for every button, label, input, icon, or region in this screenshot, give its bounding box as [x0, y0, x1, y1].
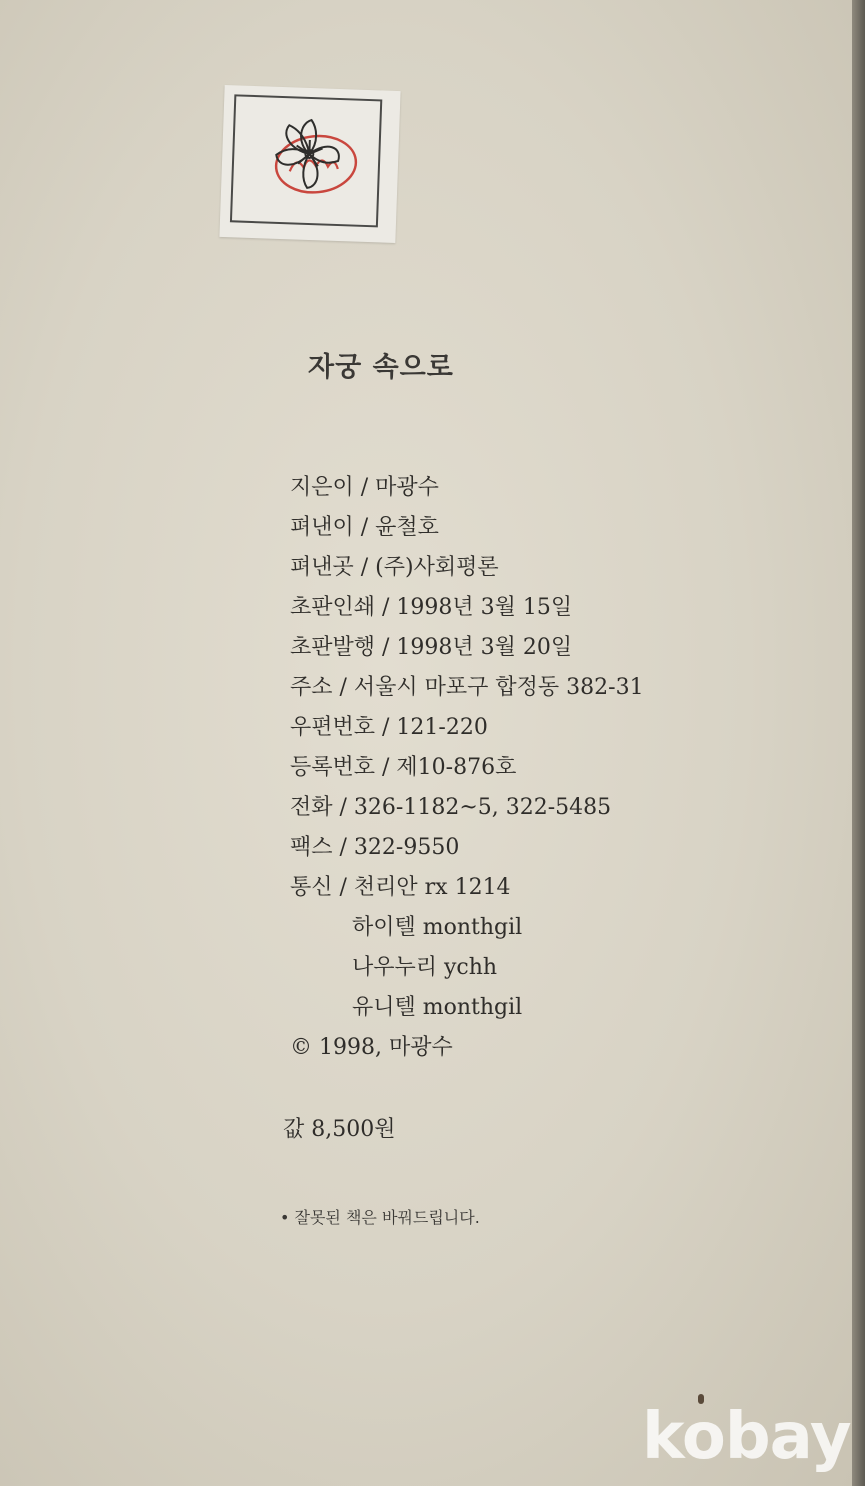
- colophon-online: 통신 / 천리안 rx 1214: [290, 875, 511, 900]
- colophon: [290, 468, 644, 1068]
- book-title: 자궁 속으로: [308, 352, 454, 383]
- colophon-online-nownuri: 나우누리 ychh: [352, 955, 498, 980]
- colophon-address: 주소 / 서울시 마포구 합정동 382-31: [290, 675, 644, 700]
- colophon-fax: 팩스 / 322-9550: [290, 835, 460, 860]
- copyright-line: © 1998, 마광수: [290, 1035, 453, 1060]
- colophon-postal-code: 우편번호 / 121-220: [290, 715, 488, 740]
- colophon-print-date: 초판인쇄 / 1998년 3월 15일: [290, 595, 573, 620]
- colophon-publisher-person: 펴낸이 / 윤철호: [290, 515, 439, 540]
- colophon-publisher: 펴낸곳 / (주)사회평론: [290, 555, 499, 580]
- colophon-author: 지은이 / 마광수: [290, 475, 439, 500]
- cherry-blossom-seal-icon: [244, 104, 376, 220]
- colophon-online-hitel: 하이텔 monthgil: [352, 915, 523, 940]
- colophon-registration: 등록번호 / 제10-876호: [290, 755, 517, 780]
- author-seal-stamp: [219, 85, 400, 243]
- colophon-online-unitel: 유니텔 monthgil: [352, 995, 523, 1020]
- price: 값 8,500원: [283, 1117, 396, 1142]
- colophon-publish-date: 초판발행 / 1998년 3월 20일: [290, 635, 573, 660]
- kobay-watermark: kobay: [642, 1400, 851, 1474]
- book-spine-edge: [852, 0, 865, 1486]
- exchange-note: • 잘못된 책은 바꿔드립니다.: [280, 1208, 480, 1227]
- colophon-phone: 전화 / 326-1182~5, 322-5485: [290, 795, 612, 820]
